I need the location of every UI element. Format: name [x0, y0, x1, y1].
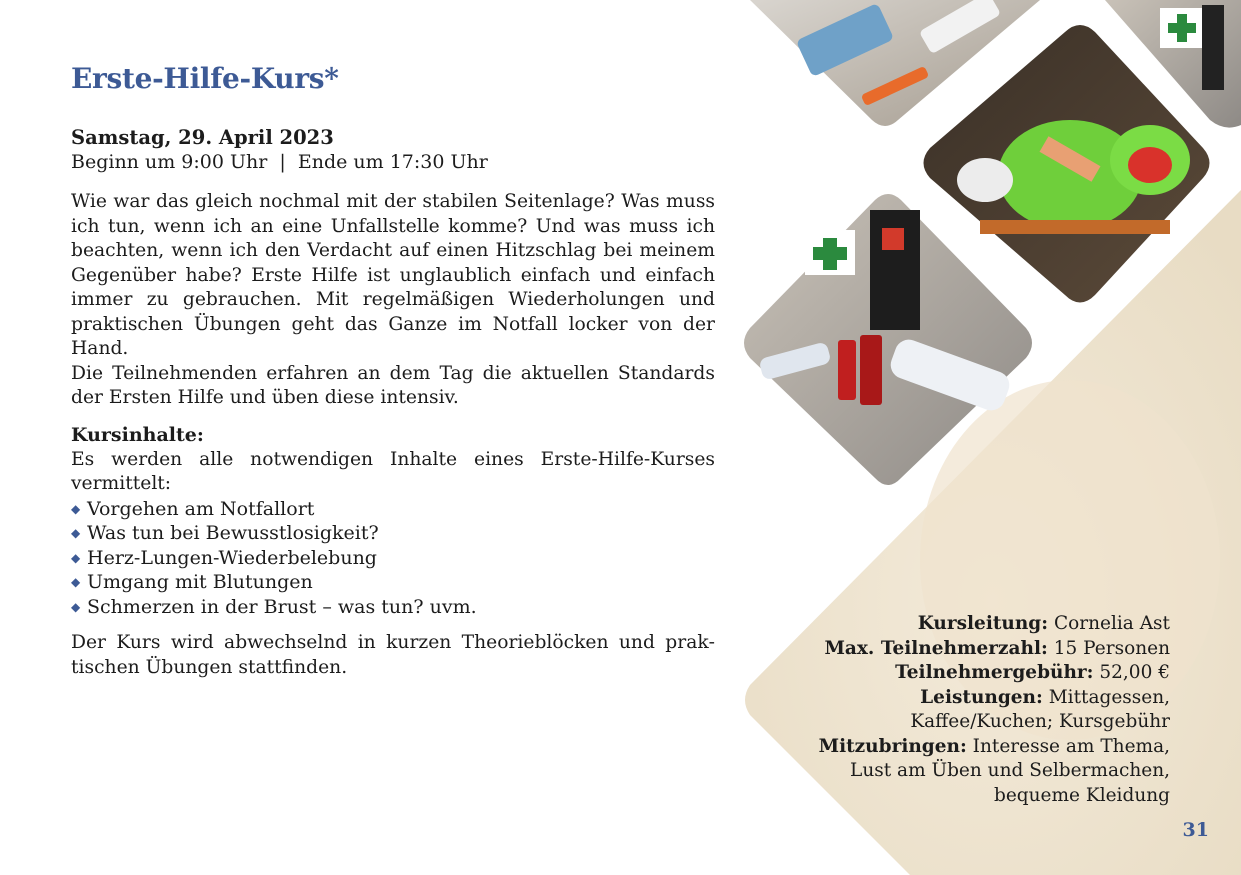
- intro-paragraph-2: Die Teilnehmenden erfahren an dem Tag die aktuellen Standards der Ersten Hilfe und üben diese intensiv.: [71, 362, 715, 408]
- course-info-box: [790, 612, 1170, 808]
- list-item: ◆ Was tun bei Bewusstlosigkeit?: [71, 522, 379, 544]
- info-bring-2: Lust am Üben und Selbermachen,: [850, 760, 1170, 781]
- info-services-2: Kaffee/Kuchen; Kursgebühr: [910, 711, 1170, 732]
- diamond-bullet-icon: ◆: [71, 526, 81, 540]
- list-item: ◆ Schmerzen in der Brust – was tun? uvm.: [71, 595, 477, 618]
- diamond-bullet-icon: ◆: [71, 575, 81, 589]
- course-time: Beginn um 9:00 Uhr | Ende um 17:30 Uhr: [71, 151, 488, 173]
- info-fee: Teilnehmergebühr: 52,00 €: [895, 662, 1170, 683]
- info-bring-3: bequeme Kleidung: [994, 784, 1170, 806]
- info-bring: Mitzubringen: Interesse am Thema,: [818, 735, 1170, 757]
- diamond-bullet-icon: ◆: [71, 550, 81, 565]
- contents-heading: Kursinhalte:: [71, 423, 204, 446]
- page-title: Erste-Hilfe-Kurs*: [71, 62, 339, 95]
- content-column: [71, 62, 715, 680]
- list-item: ◆ Vorgehen am Notfallort: [71, 497, 315, 520]
- info-max-participants: Max. Teilnehmerzahl: 15 Personen: [824, 637, 1170, 659]
- image-panel: [740, 0, 1241, 875]
- list-item: ◆ Umgang mit Blutungen: [71, 571, 313, 593]
- diamond-bullet-icon: ◆: [71, 501, 81, 516]
- intro-paragraph: Wie war das gleich nochmal mit der stabilen Seitenlage? Was muss ich tun, wenn ich an eine Unfallstelle komme? Und was muss ich beachten, wenn ich den Verdacht auf einen Hitzschlag bei meinem Gegenüber habe? Erste Hilfe ist unglaublich einfach und einfach immer zu gebrauchen. Mit regelmäßigen Wiederholungen und praktischen Übungen geht das Ganze im Notfall locker von der Hand.: [71, 191, 715, 359]
- list-item: ◆ Herz-Lungen-Wiederbelebung: [71, 546, 377, 569]
- closing-paragraph: Der Kurs wird abwechselnd in kurzen Theorieblöcken und praktischen Übungen stattfinden.: [71, 632, 715, 678]
- info-services: Leistungen: Mittagessen,: [920, 686, 1170, 708]
- info-leitung: Kursleitung: Cornelia Ast: [917, 613, 1170, 634]
- diamond-bullet-icon: ◆: [71, 599, 81, 614]
- page-number: 31: [1182, 819, 1209, 841]
- contents-intro: Es werden alle notwendigen Inhalte eines Erste-Hilfe-Kurses vermittelt:: [71, 448, 715, 494]
- contents-list: [71, 497, 715, 620]
- course-date: Samstag, 29. April 2023: [71, 126, 334, 149]
